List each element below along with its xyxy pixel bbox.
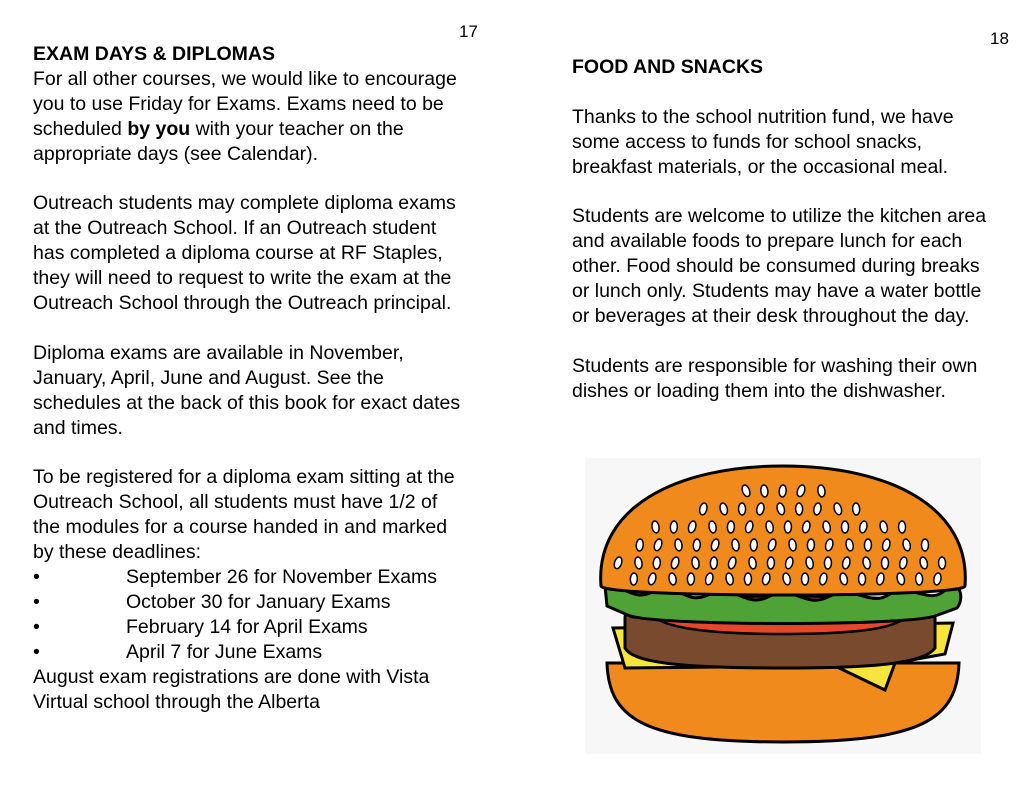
kitchen-use-paragraph: Students are welcome to utilize the kitchen area and available foods to prepare lunch for each other. Food should be consumed during breaks or lunch only. Students may have a water bottle or beverages at their desk throughout the day. <box>572 205 987 328</box>
food-snacks-section <box>572 55 1002 404</box>
sesame-seed <box>653 557 661 569</box>
sesame-seed <box>795 503 802 515</box>
sesame-seed <box>915 573 922 585</box>
sesame-seed <box>630 573 638 585</box>
sesame-seed <box>693 539 701 551</box>
sesame-seed <box>824 557 831 569</box>
exam-days-heading: EXAM DAYS & DIPLOMAS <box>33 43 275 65</box>
dishes-paragraph: Students are responsible for washing their own dishes or loading them into the dishwasher. <box>572 354 978 402</box>
bullet-icon: • <box>33 565 40 588</box>
deadline-text: April 7 for June Exams <box>126 640 323 663</box>
sesame-seed <box>738 503 745 515</box>
deadline-list-item <box>33 615 463 640</box>
bullet-icon: • <box>33 615 40 638</box>
hamburger-illustration <box>585 458 981 754</box>
sesame-seed <box>744 573 751 585</box>
exam-scheduling-emphasis: by you <box>127 117 191 140</box>
sesame-seed <box>727 521 734 533</box>
sesame-seed <box>852 503 860 515</box>
exam-scheduling-text-2: with your teacher on the appropriate days (see Calendar). <box>33 117 404 165</box>
deadline-list-item <box>33 590 463 615</box>
sesame-seed <box>670 521 678 533</box>
exam-scheduling-paragraph <box>33 67 463 167</box>
sesame-seed <box>842 521 849 533</box>
bullet-icon: • <box>33 640 40 663</box>
registration-paragraph: To be registered for a diploma exam sitting at the Outreach School, all students must have 1/2 of the modules for a course handed in and marked by these deadlines: <box>33 466 455 564</box>
deadline-text: September 26 for November Exams <box>126 565 438 588</box>
august-registration-paragraph: August exam registrations are done with Vista Virtual school through the Alberta <box>33 665 430 713</box>
sesame-seed <box>898 521 905 533</box>
sesame-seed <box>802 573 809 585</box>
page-number-left: 17 <box>459 22 478 41</box>
deadline-text: February 14 for April Exams <box>126 615 368 638</box>
deadline-text: October 30 for January Exams <box>126 590 391 613</box>
sesame-seed <box>779 485 787 498</box>
hamburger-icon <box>585 458 981 754</box>
sesame-seed <box>636 539 644 552</box>
exam-days-section <box>33 42 463 714</box>
sesame-seed <box>750 539 758 551</box>
sesame-seed <box>864 539 871 551</box>
outreach-paragraph: Outreach students may complete diploma exams at the Outreach School. If an Outreach student has completed a diploma course at RF Staples, they will need to request to write the exam at the Outreach School through the Outreach principal. <box>33 192 456 315</box>
sesame-seed <box>807 539 814 551</box>
nutrition-fund-paragraph: Thanks to the school nutrition fund, we have some access to funds for school snacks, breakfast materials, or the occasional meal. <box>572 105 954 178</box>
sesame-seed <box>687 573 694 585</box>
sesame-seed <box>858 573 865 585</box>
bullet-icon: • <box>33 590 40 613</box>
deadline-list-item <box>33 565 463 590</box>
sesame-seed <box>938 557 945 569</box>
exam-scheduling-text-1: For all other courses, we would like to encourage you to use Friday for Exams. Exams need to be scheduled <box>33 67 457 140</box>
page-number-right: 18 <box>990 29 1009 48</box>
sesame-seed <box>784 521 791 533</box>
diploma-availability-paragraph: Diploma exams are available in November, January, April, June and August. See the schedules at the back of this book for exact dates and times. <box>33 341 461 439</box>
sesame-seed <box>882 557 889 569</box>
sesame-seed <box>922 539 929 551</box>
sesame-seed <box>710 557 718 569</box>
deadline-list-item <box>33 640 463 665</box>
food-snacks-heading: FOOD AND SNACKS <box>572 56 764 78</box>
sesame-seed <box>767 557 774 569</box>
bottom-bun <box>607 663 959 742</box>
